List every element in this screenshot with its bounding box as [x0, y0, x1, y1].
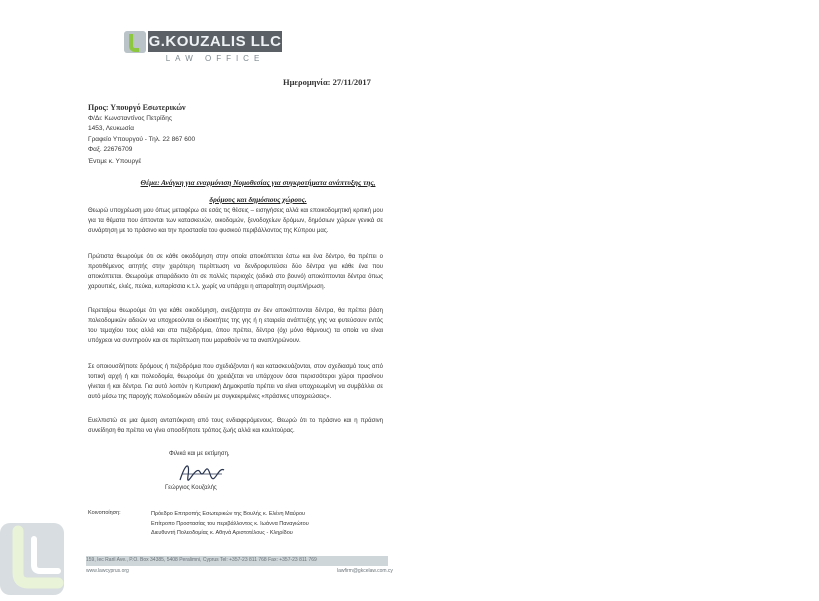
signature-image [176, 458, 228, 486]
cc-line: Πρόεδρο Επιτροπής Εσωτερικών της Βουλής κ. Ελένη Μαύρου [151, 511, 306, 517]
logo-mark-icon [124, 31, 146, 53]
recipient-to: Προς: Υπουργό Εσωτερικών [88, 103, 186, 112]
cc-list [151, 510, 309, 539]
subject-line: Θέμα: Ανάγκη για εναρμόνιση Νομοθεσίας για συγκροτήματα ανάπτυξης της, [140, 178, 376, 187]
subject-line: δρόμους και δημόσιους χώρους. [209, 195, 307, 204]
body-paragraph: Πρώτιστα θεωρούμε ότι σε κάθε οικοδόμηση στην οποία αποκόπτεται έστω και ένα δέντρο, θα πρέπει ο προτιθέμενος αιτητής στην χειρότερη περίπτωση να δενδροφυτεύσει δύο δέντρα για κάθε ένα που αποκόπτεται. Θεωρούμε απαράδεκτο ότι σε πολλές περιοχές (ειδικά στο βουνό) αποκόπτονται δέντρα όπως χαρουπιές, ελιές, πεύκα, κυπαρίσσια κ.τ.λ. χωρίς να υπάρχει η απαραίτητη συμπλήρωση. [88, 254, 383, 290]
greeting: Έντιμε κ. Υπουργέ [88, 158, 142, 165]
footer-logo-mark-icon [0, 517, 76, 601]
cc-label: Κοινοποίηση: [88, 510, 121, 516]
company-logo [124, 31, 282, 65]
closing: Φιλικά και με εκτίμηση, [169, 451, 230, 457]
body-paragraph: Θεωρώ υποχρέωση μου όπως μεταφέρω σε εσάς τις θέσεις – εισηγήσεις αλλά και εποικοδομητική κριτική μου για τα θέματα που άπτονται των κατασκευών, οικοδομών, ξενοδοχείων δρόμων, δημόσιων χώρων γενικά σε συνάρτηση με το πράσινο και την προστασία του φυσικού περιβάλλοντος της Κύπρου μας. [88, 208, 383, 234]
body-paragraph: Σε οποιουσδήποτε δρόμους ή πεζοδρόμια που σχεδιάζονται ή και κατασκευάζονται, στον σχεδιασμό τους από τοπική αρχή ή και πολεοδομία, θεωρούμε ότι χρειάζεται να υπάρχουν όσοι περισσότεροι χώροι πρασίνου γίνεται ή και δέντρα. Για αυτό λοιπόν η Κυπριακή Δημοκρατία πρέπει να είναι υποχρεωμένη να συμβάλλει σε αυτό μέσω της παροχής πολεοδομικών αδειών με συγκεκριμένες «πράσινες υποχρεώσεις». [88, 364, 383, 400]
footer-address: 159, Iec Raril Ave., P.O. Box 34385, 5408 Peralimni, Cyprus Tel: +357-23 811 768 Fax: +357-23 811 769 [86, 557, 317, 563]
subject-heading [108, 174, 408, 208]
recipient-line: Φαξ. 22676709 [88, 146, 133, 153]
recipient-line: 1453, Λευκωσία [88, 125, 134, 132]
footer-website: www.lawcyprus.org [86, 568, 129, 574]
recipient-block [88, 103, 195, 156]
letter-date: Ημερομηνία: 27/11/2017 [283, 77, 371, 87]
cc-line: Επίτροπο Προστασίας του περιβάλλοντος κ. Ιωάννα Παναγιώτου [151, 520, 309, 527]
body-paragraph: Ευελπιστώ σε μια άμεση ανταπόκριση από τους ενδιαφερόμενους. Θεωρώ ότι το πράσινο και η πράσινη συνείδηση θα πρέπει να γίνει οποσδήποτε τρόπος ζωής αλλά και κουλτούρας. [88, 418, 383, 434]
cc-line: Διευθυντή Πολεοδομίας κ. Αθηνά Αριστοτέλους - Κληρίδου [151, 530, 293, 536]
signer-name: Γεώργιος Κουζαλής [165, 485, 217, 491]
logo-tagline: LAW OFFICE [165, 54, 265, 63]
recipient-line: Γραφείο Υπουργού - Τηλ. 22 867 600 [88, 135, 196, 143]
recipient-line: Φ/Δι: Κωνσταντίνος Πετρίδης [88, 114, 172, 122]
body-paragraph: Περεταίρω θεωρούμε ότι για κάθε οικοδόμηση, ανεξάρτητα αν δεν αποκόπτονται δέντρα, θα πρέπει βάση πολεοδομικών αδειών να υποχρεούνται οι ιδιοκτήτες της γης ή η εταιρεία ανάπτυξης γης να φυτεύσουν εντός του τεμαχίου τους αλλά και στα πεζοδρόμια, όπου πρέπει, δέντρα (όχι μόνο θάμνους) τα οποία να είναι υπόχρεοι να συντηρούν και σε περίπτωση που μαραθούν να τα αναπληρώνουν. [88, 308, 383, 344]
footer-email: lawfirm@gkcelaw.com.cy [337, 568, 393, 574]
logo-name: G.KOUZALIS LLC [148, 33, 282, 50]
